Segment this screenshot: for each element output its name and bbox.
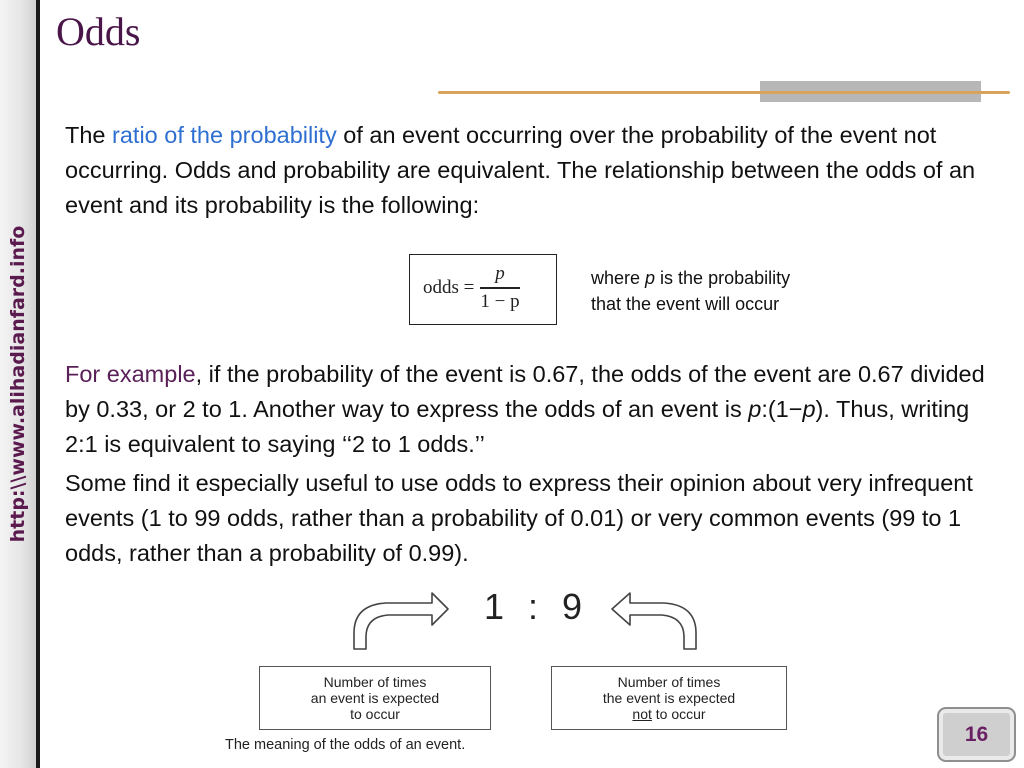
odds-formula (423, 260, 520, 316)
right-pointing-arrow-icon (354, 593, 448, 649)
formula-denominator: 1 − p (480, 290, 520, 312)
usage-paragraph: Some find it especially useful to use odds to express their opinion about very infrequent events (1 to 99 odds, rather than a probability of 0.01) or very common events (99 to 1 odds, rather than a probability of 0.99). (65, 470, 973, 566)
example-paragraph: For example, if the probability of the event is 0.67, the odds of the event are 0.67 divided by 0.33, or 2 to 1. Another way to express the odds of an event is p:(1−p). Thus, writing 2:1 is equivalent to saying ‘‘2 to 1 odds.’’ (65, 361, 985, 457)
title-accent-line (438, 91, 1010, 94)
formula-numerator: p (495, 263, 505, 285)
slide-title: Odds (56, 9, 141, 54)
definition-highlight: ratio of the probability (112, 122, 337, 148)
odds-ratio: 1 : 9 (484, 586, 590, 627)
not-word: not (632, 706, 652, 722)
not-occur-count-box: Number of times the event is expected not to occur (551, 666, 787, 730)
formula-fraction (480, 263, 519, 313)
page-number: 16 (937, 707, 1016, 762)
formula-lhs: odds = (423, 277, 475, 298)
formula-note: where p is the probability that the event will occur (591, 268, 791, 314)
left-pointing-arrow-icon (612, 593, 696, 649)
occur-count-box: Number of times an event is expected to occur (259, 666, 491, 730)
example-highlight: For example (65, 361, 196, 387)
sidebar-divider (36, 0, 40, 768)
definition-paragraph: The ratio of the probability of an event occurring over the probability of the event not occurring. Odds and probability are equivalent. The relationship between the odds of an event and its probability is the following: (65, 122, 976, 218)
figure-caption: The meaning of the odds of an event. (225, 737, 466, 753)
sidebar-url: http:\\www.alihadianfard.info (7, 225, 29, 543)
fraction-bar (480, 287, 519, 289)
